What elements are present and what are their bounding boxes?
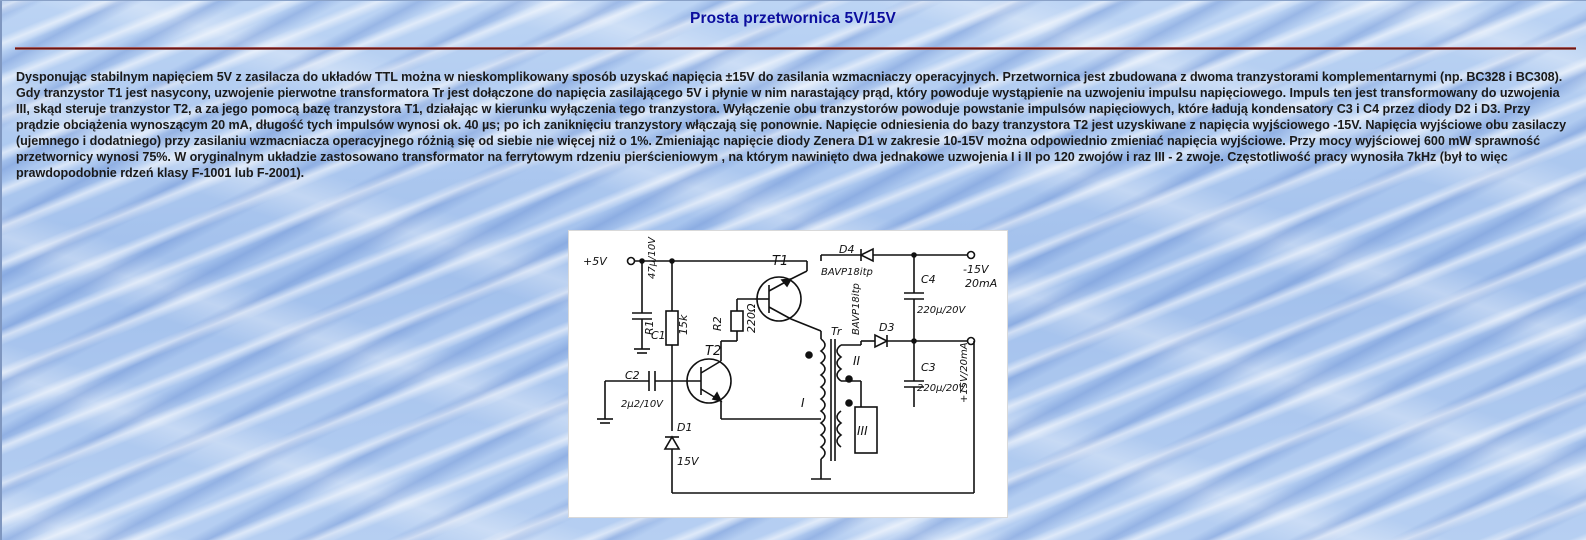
label-t1: T1	[772, 254, 789, 269]
label-d3: D3	[879, 321, 895, 334]
label-out-neg: -15V	[963, 263, 989, 276]
label-c3: C3	[921, 361, 936, 374]
label-out-pos: +15V/20mA	[959, 342, 970, 403]
page-title: Prosta przetwornica 5V/15V	[690, 10, 896, 27]
circuit-schematic	[569, 231, 1007, 517]
label-d4: D4	[839, 243, 855, 256]
label-c1: C1	[651, 329, 666, 342]
frame-border	[0, 0, 2, 540]
label-r1-value: 15k	[677, 314, 690, 335]
label-d3-value: BAVP18itp	[851, 283, 862, 335]
label-c2-value: 2µ2/10V	[621, 399, 664, 410]
label-out-neg-current: 20mA	[965, 277, 998, 290]
label-winding-ii: II	[853, 354, 861, 368]
label-plus5v: +5V	[583, 255, 607, 268]
label-c2: C2	[625, 369, 640, 382]
label-r2-value: 220Ω	[745, 303, 758, 333]
label-r1: R1	[643, 320, 656, 335]
label-c1-value: 47µ/10V	[647, 236, 658, 279]
label-d1: D1	[677, 421, 693, 434]
label-d4-value: BAVP18itp	[821, 267, 873, 278]
frame-border-top	[0, 0, 1586, 1]
label-d1-value: 15V	[677, 455, 699, 468]
label-t2: T2	[705, 344, 722, 359]
label-c4: C4	[921, 273, 936, 286]
label-c4-value: 220µ/20V	[917, 305, 966, 316]
label-r2: R2	[711, 316, 724, 331]
label-tr: Tr	[831, 325, 842, 338]
label-winding-i: I	[801, 396, 805, 410]
description-paragraph: Dysponując stabilnym napięciem 5V z zasilacza do układów TTL można w nieskomplikowany sposób uzyskać napięcia ±15V do zasilania wzmacniaczy operacyjnych. Przetwornica jest zbudowana z dwoma tranzystorami komplementarnymi (np. BC328 i BC308). Gdy tranzystor T1 jest nasycony, uzwojenie pierwotne transformatora Tr jest dołączone do napięcia zasilającego 5V i płynie w nim narastający prąd, który powoduje wystąpienie na uzwojeniu impulsu napięciowego. Impuls ten jest transformowany do uzwojenia III, skąd steruje tranzystor T2, a za jego pomocą bazę tranzystora T1, działając w kierunku wyłączenia tego tranzystora. Wyłączenie obu tranzystorów powoduje powstanie impulsów napięciowych, które ładują kondensatory C3 i C4 przez diody D2 i D3. Przy prądzie obciążenia wynoszącym 20 mA, długość tych impulsów wynosi ok. 40 µs; po ich zaniknięciu tranzystory włączają się ponownie. Napięcie odniesienia do bazy tranzystora T2 jest uzyskiwane z napięcia wyjściowego -15V. Napięcia wyjściowe obu zasilaczy (ujemnego i dodatniego) przy zasilaniu wzmacniacza operacyjnego różnią się od siebie nie więcej niż o 1%. Zmieniając napięcie diody Zenera D1 w zakresie 10-15V można odpowiednio zmieniać napięcia wyjściowe. Przy mocy wyjściowej 600 mW sprawność przetwornicy wynosi 75%. W oryginalnym układzie zastosowano transformator na ferrytowym rdzeniu pierścieniowym , na którym nawinięto dwa jednakowe uzwojenia I i II po 120 zwojów i raz III - 2 zwoje. Częstotliwość pracy wynosiła 7kHz (był to więc prawdopodobnie rdzeń klasy F-1001 lub F-2001).	[16, 70, 1567, 180]
label-c3-value: 220µ/20V	[917, 383, 966, 394]
horizontal-rule	[15, 47, 1576, 50]
label-winding-iii: III	[857, 424, 868, 438]
circuit-schematic-image	[568, 230, 1008, 518]
